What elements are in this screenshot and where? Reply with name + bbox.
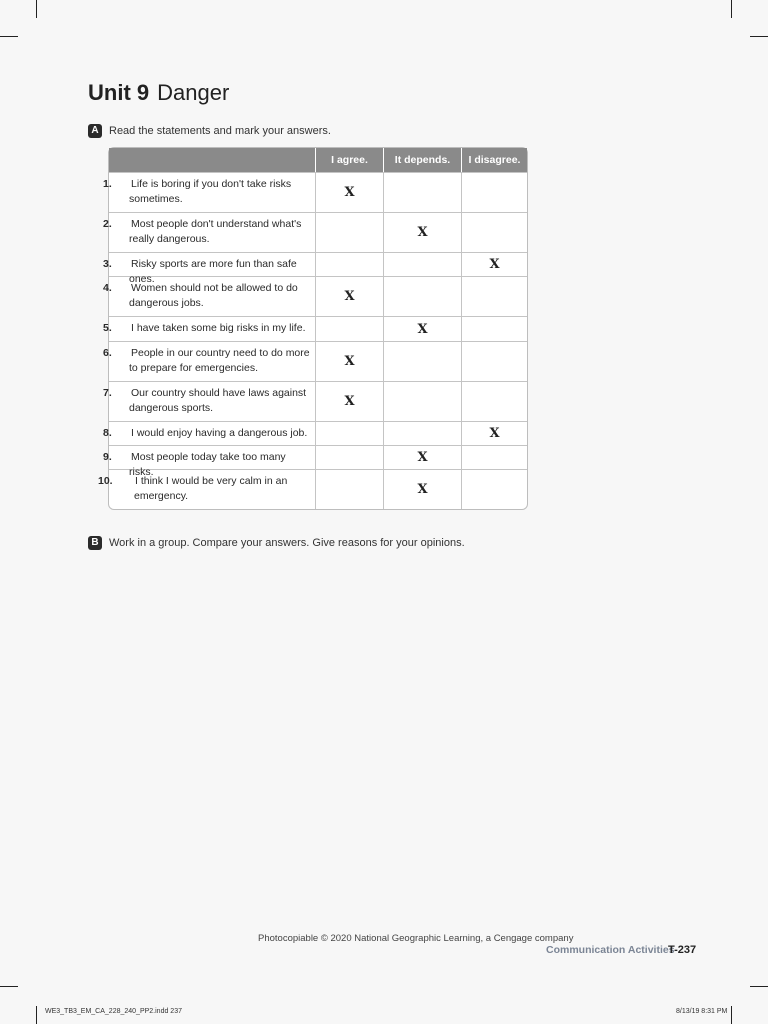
x-mark: X [344,394,355,409]
crop-mark [36,1006,37,1024]
answer-cell-depends[interactable] [383,213,461,252]
statement-text: Our country should have laws against dangerous sports. [129,387,307,414]
statement-text: Risky sports are more fun than safe ones. [129,258,297,285]
page-number: T-237 [668,944,697,956]
table-row [103,341,527,381]
answer-cell-depends[interactable] [383,317,461,341]
date-slug: 8/13/19 8:31 PM [676,1008,728,1015]
answer-cell-disagree[interactable] [461,277,527,316]
statement [103,217,311,247]
statement-number: 2. [103,218,112,230]
statement-number: 9. [103,451,112,463]
answer-cell-depends[interactable] [383,382,461,421]
table-row [103,172,527,212]
section-a-badge: A [88,124,102,138]
x-mark: X [417,482,428,497]
statement-text: I think I would be very calm in an emergency. [134,475,288,502]
answer-cell-agree[interactable] [315,382,383,421]
section-b-instruction [88,536,465,550]
x-mark: X [344,185,355,200]
statement-text: I would enjoy having a dangerous job. [131,427,308,439]
answer-cell-depends[interactable] [383,173,461,212]
table-row [103,212,527,252]
statement [103,346,311,376]
statement [103,426,311,441]
statement-number: 6. [103,347,112,359]
answer-cell-disagree[interactable] [461,470,527,509]
statement [103,177,311,207]
answer-cell-depends[interactable] [383,342,461,381]
header-blank [109,148,315,172]
table-header [109,148,527,172]
statement [98,474,311,504]
section-b-badge: B [88,536,102,550]
answer-cell-depends[interactable] [383,422,461,445]
statement-number: 1. [103,178,112,190]
table-row [103,276,527,316]
header-agree: I agree. [315,148,383,172]
statement-number: 10. [98,475,113,487]
statement [103,386,311,416]
answer-cell-agree[interactable] [315,342,383,381]
x-mark: X [489,426,500,441]
statement-text: Most people don't understand what's really dangerous. [129,218,302,245]
copyright-notice: Photocopiable © 2020 National Geographic Learning, a Cengage company [258,933,574,944]
answer-cell-agree[interactable] [315,422,383,445]
statement [103,281,311,311]
statement-number: 7. [103,387,112,399]
statement-text: People in our country need to do more to prepare for emergencies. [129,347,310,374]
unit-label: Unit 9 [88,80,150,105]
section-a-instruction [88,124,331,138]
statement-number: 8. [103,427,112,439]
header-depends: It depends. [383,148,461,172]
table-row [103,421,527,445]
table-row [103,445,527,478]
statement-text: Women should not be allowed to do dangerous jobs. [129,282,298,309]
crop-mark [731,0,732,18]
statement-text: I have taken some big risks in my life. [131,322,306,334]
statement-number: 4. [103,282,112,294]
header-disagree: I disagree. [461,148,527,172]
x-mark: X [489,257,500,272]
x-mark: X [344,354,355,369]
file-slug: WE3_TB3_EM_CA_228_240_PP2.indd 237 [45,1008,182,1015]
answer-cell-agree[interactable] [315,277,383,316]
x-mark: X [417,450,428,465]
crop-mark [750,986,768,987]
answer-cell-disagree[interactable] [461,446,527,469]
statement-number: 3. [103,258,112,270]
x-mark: X [344,289,355,304]
crop-mark [731,1006,732,1024]
answer-cell-depends[interactable] [383,277,461,316]
unit-title: Danger [157,80,230,105]
statement-text: Most people today take too many risks. [129,451,286,478]
answer-cell-disagree[interactable] [461,253,527,276]
answer-cell-disagree[interactable] [461,342,527,381]
table-row [98,469,527,509]
answer-cell-depends[interactable] [383,446,461,469]
answers-table [98,147,528,510]
answer-cell-disagree[interactable] [461,422,527,445]
statement-number: 5. [103,322,112,334]
table-row [103,381,527,421]
section-b-text: Work in a group. Compare your answers. Give reasons for your opinions. [109,537,465,549]
answer-cell-agree[interactable] [315,446,383,469]
page-title [88,80,229,106]
table-row [103,316,527,341]
answer-cell-agree[interactable] [315,173,383,212]
crop-mark [36,0,37,18]
statement-text: Life is boring if you don't take risks sometimes. [129,178,292,205]
table-row [103,252,527,285]
answer-cell-disagree[interactable] [461,213,527,252]
answer-cell-disagree[interactable] [461,173,527,212]
answer-cell-agree[interactable] [315,470,383,509]
statement [103,321,311,336]
answer-cell-agree[interactable] [315,317,383,341]
answer-cell-disagree[interactable] [461,317,527,341]
answer-cell-agree[interactable] [315,253,383,276]
crop-mark [750,36,768,37]
crop-mark [0,36,18,37]
answer-cell-agree[interactable] [315,213,383,252]
section-a-text: Read the statements and mark your answers. [109,125,331,137]
x-mark: X [417,321,428,337]
x-mark: X [417,225,428,240]
section-name: Communication Activities [546,944,675,956]
answer-cell-depends[interactable] [383,253,461,276]
answer-cell-depends[interactable] [383,470,461,509]
crop-mark [0,986,18,987]
answer-cell-disagree[interactable] [461,382,527,421]
